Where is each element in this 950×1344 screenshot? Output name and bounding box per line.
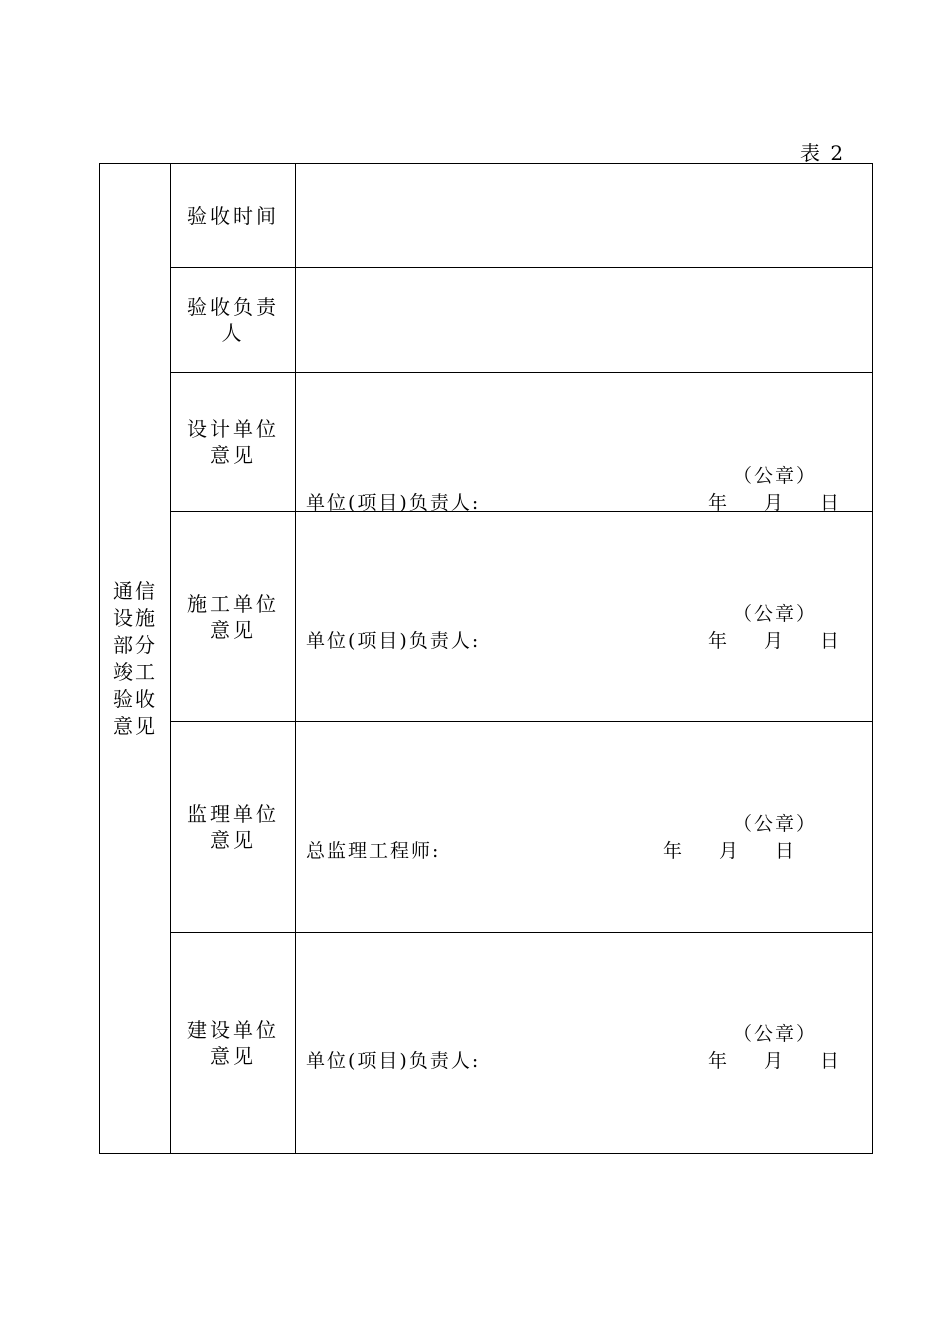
supervision-unit-label: 监理单位 意见 [171, 722, 296, 933]
acceptance-lead-field[interactable] [296, 268, 873, 373]
design-unit-opinion-field[interactable]: （公章） 单位(项目)负责人: 年 月 日 [296, 373, 873, 512]
acceptance-lead-label: 验收负责 人 [171, 268, 296, 373]
signer-label: 单位(项目)负责人: [306, 630, 481, 652]
design-unit-label: 设计单位 意见 [171, 373, 296, 512]
seal-placeholder: （公章） [733, 603, 818, 625]
owner-unit-label: 建设单位 意见 [171, 933, 296, 1154]
construction-unit-opinion-field[interactable]: （公章） 单位(项目)负责人: 年 月 日 [296, 512, 873, 722]
owner-unit-opinion-field[interactable]: （公章） 单位(项目)负责人: 年 月 日 [296, 933, 873, 1154]
signer-label: 总监理工程师: [306, 840, 441, 862]
signer-label: 单位(项目)负责人: [306, 492, 481, 514]
acceptance-time-label: 验收时间 [171, 164, 296, 268]
acceptance-form-table [99, 163, 873, 1154]
table-number: 表 2 [800, 141, 846, 165]
section-label-line: 通信 [113, 578, 157, 603]
supervision-unit-opinion-field[interactable]: （公章） 总监理工程师: 年 月 日 [296, 722, 873, 933]
section-label-line: 部分 [113, 632, 157, 657]
section-label-line: 意见 [113, 713, 157, 738]
section-label-line: 竣工 [113, 659, 157, 684]
section-label-line: 验收 [113, 686, 157, 711]
seal-placeholder: （公章） [733, 813, 818, 835]
seal-placeholder: （公章） [733, 1023, 818, 1045]
section-label-line: 设施 [113, 605, 157, 630]
signer-label: 单位(项目)负责人: [306, 1050, 481, 1072]
construction-unit-label: 施工单位 意见 [171, 512, 296, 722]
acceptance-time-field[interactable] [296, 164, 873, 268]
seal-placeholder: （公章） [733, 465, 818, 487]
section-label-cell [100, 164, 171, 1154]
